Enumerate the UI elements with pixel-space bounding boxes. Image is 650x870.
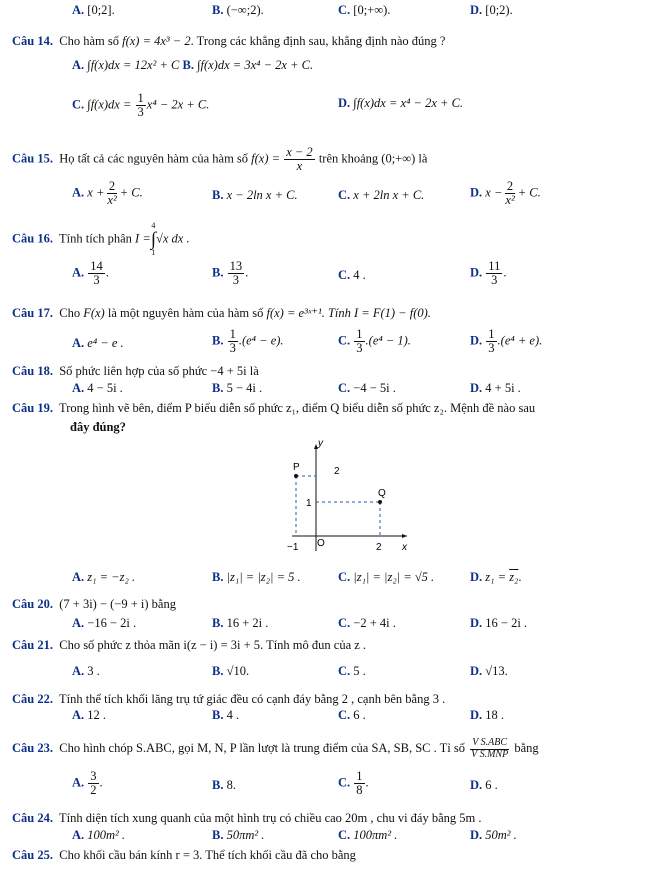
q20-option-d: D. 16 − 2i .	[470, 616, 528, 630]
q19-option-d: D. z₁ = z₂.	[470, 570, 522, 584]
q19-option-a: A. z₁ = −z₂ .	[72, 570, 136, 584]
q20-option-a: A. −16 − 2i .	[72, 616, 137, 630]
question-19: Câu 19. Trong hình vẽ bên, điểm P biểu diễn số phức z₁, điểm Q biểu diễn số phức z₂. Mệnh đề nào sau	[12, 401, 536, 415]
point-p-label: P	[293, 462, 300, 473]
q22-option-b: B. 4 .	[212, 708, 240, 722]
y-tick-1: 1	[306, 498, 312, 509]
q24-option-d: D. 50m² .	[470, 828, 517, 842]
q17-option-d: D. $\frac{1}{3}$ .(e⁴ + e).	[470, 327, 543, 356]
q20-option-b: B. 16 + 2i .	[212, 616, 269, 630]
question-21: Câu 21. Cho số phức z thỏa mãn i(z − i) = 3i + 5. Tính mô đun của z .	[12, 638, 367, 652]
q16-option-d: D. $\frac{11}{3}$ .	[470, 259, 507, 288]
q18-option-a: A. 4 − 5i .	[72, 381, 123, 395]
question-18: Câu 18. Số phức liên hợp của số phức −4 + 5i là	[12, 364, 259, 378]
q14-option-a: A. ∫f(x)dx = 12x² + C B. ∫f(x)dx = 3x⁴ − 2x + C.	[72, 58, 314, 72]
q23-option-c: C. $\frac{1}{8}$ .	[338, 769, 369, 798]
q22-option-c: C. 6 .	[338, 708, 366, 722]
q19-option-b: B. |z₁| = |z₂| = 5 .	[212, 570, 301, 584]
q16-option-b: B. $\frac{13}{3}$ .	[212, 259, 249, 288]
q23-option-a: A. $\frac{3}{2}$ .	[72, 769, 103, 798]
q14-option-d: D. ∫f(x)dx = x⁴ − 2x + C.	[338, 96, 464, 110]
q23-option-b: B. 8.	[212, 778, 236, 792]
question-19-line2: đây đúng?	[70, 420, 126, 434]
question-14: Câu 14. Cho hàm số f(x) = 4x³ − 2. Trong các khẳng định sau, khẳng định nào đúng ?	[12, 34, 446, 48]
q18-option-d: D. 4 + 5i .	[470, 381, 521, 395]
prev-option-b: B. (−∞;2).	[212, 3, 264, 17]
q21-option-a: A. 3 .	[72, 664, 100, 678]
q17-option-b: B. $\frac{1}{3}$ .(e⁴ − e).	[212, 327, 284, 356]
question-22: Câu 22. Tính thể tích khối lăng trụ tứ giác đều có cạnh đáy bằng 2 , cạnh bên bằng 3 .	[12, 692, 446, 706]
question-24: Câu 24. Tính diện tích xung quanh của một hình trụ có chiều cao 20m , chu vi đáy bằng 5m .	[12, 811, 482, 825]
question-15: Câu 15. Họ tất cả các nguyên hàm của hàm số f(x) = $\frac{x - 2}{x}$ trên khoảng (0;+∞) là	[12, 145, 428, 174]
q14-option-c: C. ∫f(x)dx = $\frac{1}{3}$ x⁴ − 2x + C.	[72, 91, 210, 120]
x-tick-neg1: −1	[287, 542, 299, 553]
q16-option-c: C. 4 .	[338, 268, 366, 282]
point-p	[294, 474, 298, 478]
q24-option-b: B. 50πm² .	[212, 828, 265, 842]
q20-option-c: C. −2 + 4i .	[338, 616, 396, 630]
q16-option-a: A. $\frac{14}{3}$ .	[72, 259, 109, 288]
prev-option-c: C. [0;+∞).	[338, 3, 391, 17]
q15-option-b: B. x − 2ln x + C.	[212, 188, 298, 202]
q15-option-d: D. x − $\frac{2}{\text{x²}}$ + C.	[470, 179, 541, 208]
complex-plane-figure	[272, 436, 412, 556]
x-tick-2: 2	[376, 542, 382, 553]
question-16: Câu 16. Tính tích phân I = 4 ∫ 1 √x dx .	[12, 221, 190, 257]
x-axis-arrow	[402, 534, 407, 538]
q22-option-a: A. 12 .	[72, 708, 107, 722]
q21-option-b: B. √10.	[212, 664, 250, 678]
q18-option-c: C. −4 − 5i .	[338, 381, 396, 395]
q18-option-b: B. 5 − 4i .	[212, 381, 263, 395]
question-17: Câu 17. Cho F(x) là một nguyên hàm của hàm số f(x) = e³ˣ⁺¹. Tính I = F(1) − f(0).	[12, 306, 431, 320]
q17-option-c: C. $\frac{1}{3}$ .(e⁴ − 1).	[338, 327, 411, 356]
q21-option-c: C. 5 .	[338, 664, 366, 678]
q21-option-d: D. √13.	[470, 664, 508, 678]
prev-option-a: A. [0;2].	[72, 3, 115, 17]
q22-option-d: D. 18 .	[470, 708, 505, 722]
q15-option-a: A. x + $\frac{2}{\text{x²}}$ + C.	[72, 179, 143, 208]
prev-option-d: D. [0;2).	[470, 3, 513, 17]
point-q-label: Q	[378, 488, 386, 499]
origin-label: O	[317, 538, 325, 549]
q15-option-c: C. x + 2ln x + C.	[338, 188, 425, 202]
question-23: Câu 23. Cho hình chóp S.ABC, gọi M, N, P lần lượt là trung điểm của SA, SB, SC . Tỉ số $\frac{\text{V S.ABC}}{\text{V S.MNP}}$ bằng	[12, 737, 539, 760]
point-q	[378, 500, 382, 504]
x-axis-label: x	[402, 542, 407, 553]
question-20: Câu 20. (7 + 3i) − (−9 + i) bằng	[12, 597, 176, 611]
q19-option-c: C. |z₁| = |z₂| = √5 .	[338, 570, 435, 584]
q24-option-a: A. 100m² .	[72, 828, 126, 842]
y-tick-2: 2	[334, 466, 340, 477]
q17-option-a: A. e⁴ − e .	[72, 336, 124, 350]
question-25: Câu 25. Cho khối cầu bán kính r = 3. Thể tích khối cầu đã cho bằng	[12, 848, 356, 862]
y-axis-label: y	[318, 438, 323, 449]
q24-option-c: C. 100πm² .	[338, 828, 398, 842]
q23-option-d: D. 6 .	[470, 778, 498, 792]
